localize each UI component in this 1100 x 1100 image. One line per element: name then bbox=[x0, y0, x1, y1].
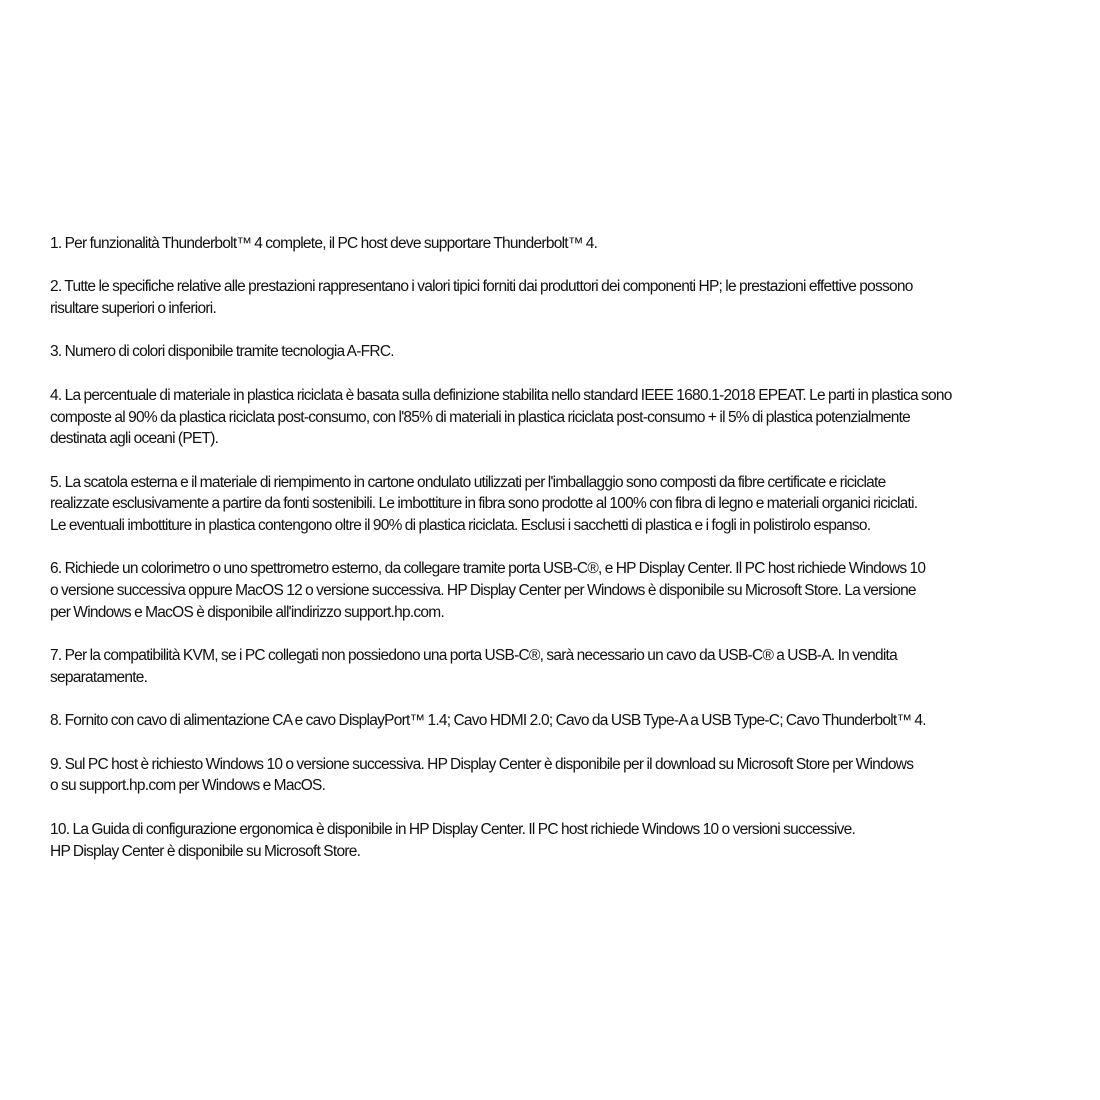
footnote-10: 10. La Guida di configurazione ergonomica è disponibile in HP Display Center. Il PC host richiede Windows 10 o versioni successive. HP Display Center è disponibile su Microsoft Store. bbox=[50, 820, 855, 860]
footnote-6: 6. Richiede un colorimetro o uno spettrometro esterno, da collegare tramite porta USB-C®, e HP Display Center. Il PC host richiede Windows 10 o versione successiva oppure MacOS 12 o versione successiva. HP Display Center per Windows è disponibile su Microsoft Store. La versione per Windows e MacOS è disponibile all'indirizzo support.hp.com. bbox=[50, 560, 926, 621]
footnote-9: 9. Sul PC host è richiesto Windows 10 o versione successiva. HP Display Center è disponibile per il download su Microsoft Store per Windows o su support.hp.com per Windows e MacOS. bbox=[50, 755, 914, 795]
footnote-7: 7. Per la compatibilità KVM, se i PC collegati non possiedono una porta USB-C®, sarà necessario un cavo da USB-C® a USB-A. In vendita separatamente. bbox=[50, 647, 897, 686]
footnote-5: 5. La scatola esterna e il materiale di riempimento in cartone ondulato utilizzati per l'imballaggio sono composti da fibre certificate e riciclate realizzate esclusivamente a partire da fonti sostenibili. Le imbottiture in fibra sono prodotte al 100% con fibra di legno e materiali organici riciclati. Le eventuali imbottiture in plastica contengono oltre il 90% di plastica riciclata. Esclusi i sacchetti di plastica e i fogli in polistirolo espanso. bbox=[50, 473, 918, 535]
footnote-1: 1. Per funzionalità Thunderbolt™ 4 complete, il PC host deve supportare Thunderbolt™ 4. bbox=[50, 235, 598, 252]
footnote-8: 8. Fornito con cavo di alimentazione CA e cavo DisplayPort™ 1.4; Cavo HDMI 2.0; Cavo da USB Type-A a USB Type-C; Cavo Thunderbolt™ 4. bbox=[50, 712, 926, 730]
footnotes-list bbox=[50, 233, 1060, 862]
footnote-3: 3. Numero di colori disponibile tramite tecnologia A-FRC. bbox=[50, 343, 394, 361]
footnote-4: 4. La percentuale di materiale in plastica riciclata è basata sulla definizione stabilita nello standard IEEE 1680.1-2018 EPEAT. Le parti in plastica sono composte al 90% da plastica riciclata post-consumo, con l'85% di materiali in plastica riciclata post-consumo + il 5% di plastica potenzialmente destinata agli oceani (PET). bbox=[50, 386, 952, 448]
footnote-2: 2. Tutte le specifiche relative alle prestazioni rappresentano i valori tipici forniti dai produttori dei componenti HP; le prestazioni effettive possono risultare superiori o inferiori. bbox=[50, 278, 913, 318]
